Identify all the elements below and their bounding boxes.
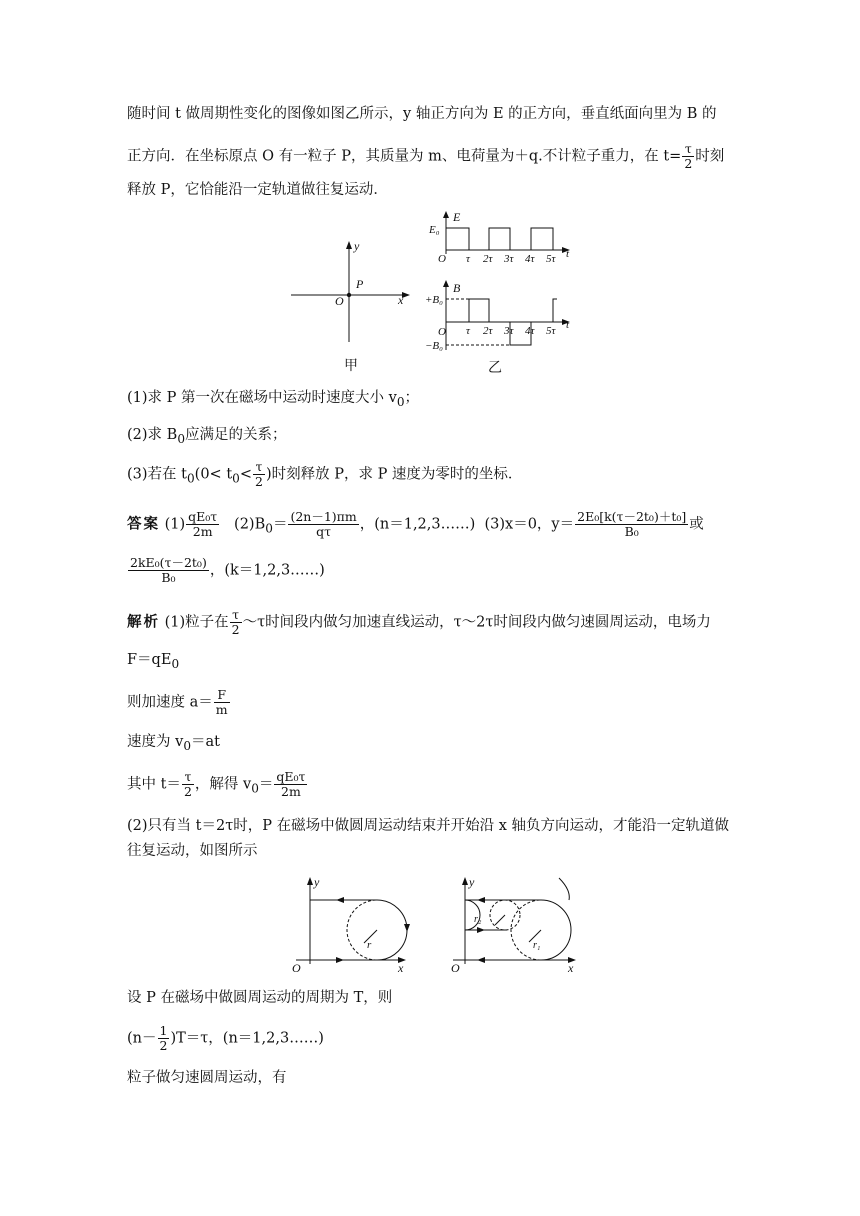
analysis-line-3 xyxy=(127,688,231,717)
question-text: )时刻释放 P，求 P 速度为零时的坐标． xyxy=(265,466,523,483)
subscript: 0 xyxy=(183,738,191,753)
fraction-tau-2: $\frac{\tau}{2}$ xyxy=(231,607,240,637)
y-axis-label: y xyxy=(314,875,320,889)
question-text: (1)求 P 第一次在磁场中运动时速度大小 v xyxy=(127,390,397,406)
analysis-text: 设 P 在磁场中做圆周运动的周期为 T，则 xyxy=(127,990,393,1006)
analysis-text: ＝ xyxy=(258,776,274,793)
problem-line-3 xyxy=(127,180,388,200)
direction-arrow xyxy=(477,897,485,903)
answer-line-1 xyxy=(127,510,704,539)
problem-text: 随时间 t 做周期性变化的图像如图乙所示，y 轴正方向为 E 的正方向，垂直纸面向里为 B 的 xyxy=(127,106,717,122)
fraction-v0: $\frac{\text{qE₀τ}}{2m}$ xyxy=(188,509,218,539)
plus-b0-label: +B₀ xyxy=(425,294,443,306)
figure-yi xyxy=(420,210,580,380)
analysis-text: ～τ时间段内做匀加速直线运动，τ～2τ时间段内做匀速圆周运动，电场力 xyxy=(242,614,711,631)
y-axis-label: y xyxy=(469,875,475,889)
fraction-tau-2: $\frac{\tau}{2}$ xyxy=(254,459,263,489)
origin-label: O xyxy=(335,294,344,308)
answer-text: ，(k＝1,2,3……) xyxy=(209,562,325,579)
answer-text: (3)x＝0，y＝ xyxy=(484,516,575,533)
question-text: (2)求 B xyxy=(127,427,178,443)
subscript: 0 xyxy=(232,471,240,486)
trajectory-top xyxy=(559,878,569,900)
radius-label: r₂ xyxy=(474,914,482,925)
answer-text: 或 xyxy=(689,516,704,533)
tick-label: 3τ xyxy=(504,253,514,265)
origin-label: O xyxy=(292,961,301,975)
question-1 xyxy=(127,388,419,412)
particle-p xyxy=(347,293,351,297)
analysis-line-1 xyxy=(127,608,711,637)
question-text: (3)若在 t xyxy=(127,466,187,483)
t-label: t xyxy=(566,319,570,331)
analysis-line-5 xyxy=(127,770,308,799)
analysis-line-8 xyxy=(127,988,392,1008)
radius-label: r₁ xyxy=(533,940,541,951)
question-3 xyxy=(127,460,522,489)
radius-label: r xyxy=(367,939,372,951)
direction-arrow xyxy=(404,924,410,932)
origin-label: O xyxy=(438,326,446,338)
analysis-text: ＝at xyxy=(191,734,220,750)
figure-caption: 乙 xyxy=(488,361,502,376)
analysis-line-4 xyxy=(127,732,220,756)
x-axis-label: x xyxy=(398,293,404,307)
trajectory-outer-dashed xyxy=(511,900,541,960)
tick-label: τ xyxy=(466,253,470,265)
subscript: 0 xyxy=(265,521,273,536)
t-label: t xyxy=(566,248,570,260)
e0-label: E₀ xyxy=(429,224,440,236)
tick-label: 5τ xyxy=(546,325,556,337)
analysis-line-9 xyxy=(127,1024,324,1053)
tick-label: 4τ xyxy=(525,325,535,337)
trajectory-dashed xyxy=(347,900,377,960)
y-axis-label: y xyxy=(354,239,360,253)
fraction-1-2: $\frac{1}{2}$ xyxy=(159,1023,168,1053)
origin-label: O xyxy=(451,961,460,975)
fraction-y1: $\frac{\text{2E₀[k(τ－2t₀)＋t₀]}}{\text{B₀}}$ xyxy=(577,509,687,539)
fraction-y2: $\frac{\text{2kE₀(τ－2t₀)}}{\text{B₀}}$ xyxy=(130,555,207,585)
problem-text: 释放 P，它恰能沿一定轨道做往复运动． xyxy=(127,182,388,198)
analysis-text: (2)只有当 t＝2τ时，P 在磁场中做圆周运动结束并开始沿 x 轴负方向运动，才能沿一定轨道做 xyxy=(127,818,729,834)
fraction-tau-2: $\frac{\tau}{2}$ xyxy=(183,769,192,799)
tick-label: 3τ xyxy=(504,325,514,337)
fraction-tau-2: $\frac{\tau}{2}$ xyxy=(684,141,693,171)
problem-text: 时刻 xyxy=(695,148,725,165)
answer-text: (1) xyxy=(164,516,186,533)
fraction-b0: $\frac{(2n-1)\pi m}{q\tau}$ xyxy=(290,509,357,539)
analysis-text: (n－ xyxy=(127,1030,157,1047)
problem-line-1 xyxy=(127,104,717,124)
fraction-f-m: $\frac{F}{m}$ xyxy=(215,687,228,717)
y-axis-arrow xyxy=(307,877,313,885)
analysis-text: )T＝τ，(n＝1,2,3……) xyxy=(170,1030,324,1047)
question-text: ； xyxy=(404,390,420,406)
analysis-label: 解析 xyxy=(127,614,160,631)
trajectory-path xyxy=(310,900,407,960)
tick-label: 2τ xyxy=(483,253,493,265)
analysis-text: (1)粒子在 xyxy=(164,614,229,631)
trajectory-figure-2 xyxy=(447,872,582,980)
minus-b0-label: −B₀ xyxy=(425,340,443,352)
trajectory-figure-1 xyxy=(286,872,416,980)
subscript: 0 xyxy=(177,431,185,446)
x-axis-label: x xyxy=(568,961,574,975)
problem-text: 正方向．在坐标原点 O 有一粒子 P，其质量为 m、电荷量为＋q.不计粒子重力，在 t= xyxy=(127,148,682,165)
figure-caption: 甲 xyxy=(344,359,358,374)
b-label: B xyxy=(453,281,461,295)
e-axis-arrow xyxy=(443,211,449,218)
question-text: (0< t xyxy=(194,466,233,483)
analysis-line-7 xyxy=(127,841,258,861)
x-axis-label: x xyxy=(398,961,404,975)
origin-label: O xyxy=(438,253,446,265)
figure-jia xyxy=(288,236,418,376)
fraction-v0: $\frac{\text{qE₀τ}}{2m}$ xyxy=(276,769,306,799)
question-text: < xyxy=(239,466,252,483)
analysis-text: ，解得 v xyxy=(194,776,252,793)
analysis-line-2 xyxy=(127,650,179,674)
tick-label: 2τ xyxy=(483,325,493,337)
question-2 xyxy=(127,425,287,449)
y-axis-arrow xyxy=(462,877,468,885)
answer-text: ＝ xyxy=(272,516,288,533)
analysis-text: 速度为 v xyxy=(127,734,184,750)
subscript: 0 xyxy=(396,394,405,409)
analysis-text: 其中 t＝ xyxy=(127,776,181,793)
direction-arrow xyxy=(477,927,485,933)
point-p-label: P xyxy=(356,277,364,291)
subscript: 0 xyxy=(251,781,259,796)
y-axis-arrow xyxy=(346,241,352,249)
radius-line xyxy=(495,915,505,925)
analysis-text: F＝qE xyxy=(127,652,172,668)
answer-text: ，(n＝1,2,3……) xyxy=(359,516,476,533)
analysis-line-10 xyxy=(127,1068,287,1088)
tick-label: τ xyxy=(466,325,470,337)
e-label: E xyxy=(453,210,461,224)
direction-arrow xyxy=(477,957,485,963)
question-text: 应满足的关系； xyxy=(185,427,287,443)
e-waveform xyxy=(446,228,553,250)
analysis-text: 往复运动，如图所示 xyxy=(127,843,258,859)
analysis-text: 粒子做匀速圆周运动，有 xyxy=(127,1070,287,1086)
problem-line-2 xyxy=(127,142,724,171)
tick-label: 5τ xyxy=(546,253,556,265)
answer-label: 答案 xyxy=(127,516,160,533)
subscript: 0 xyxy=(171,656,180,671)
answer-text: (2)B xyxy=(234,516,266,533)
subscript: 0 xyxy=(186,471,195,486)
tick-label: 4τ xyxy=(525,253,535,265)
analysis-text: 则加速度 a＝ xyxy=(127,694,213,711)
b-axis-arrow xyxy=(443,280,449,287)
answer-line-2 xyxy=(127,556,325,585)
direction-arrow xyxy=(336,897,344,903)
direction-arrow xyxy=(336,957,344,963)
analysis-line-6 xyxy=(127,816,729,836)
